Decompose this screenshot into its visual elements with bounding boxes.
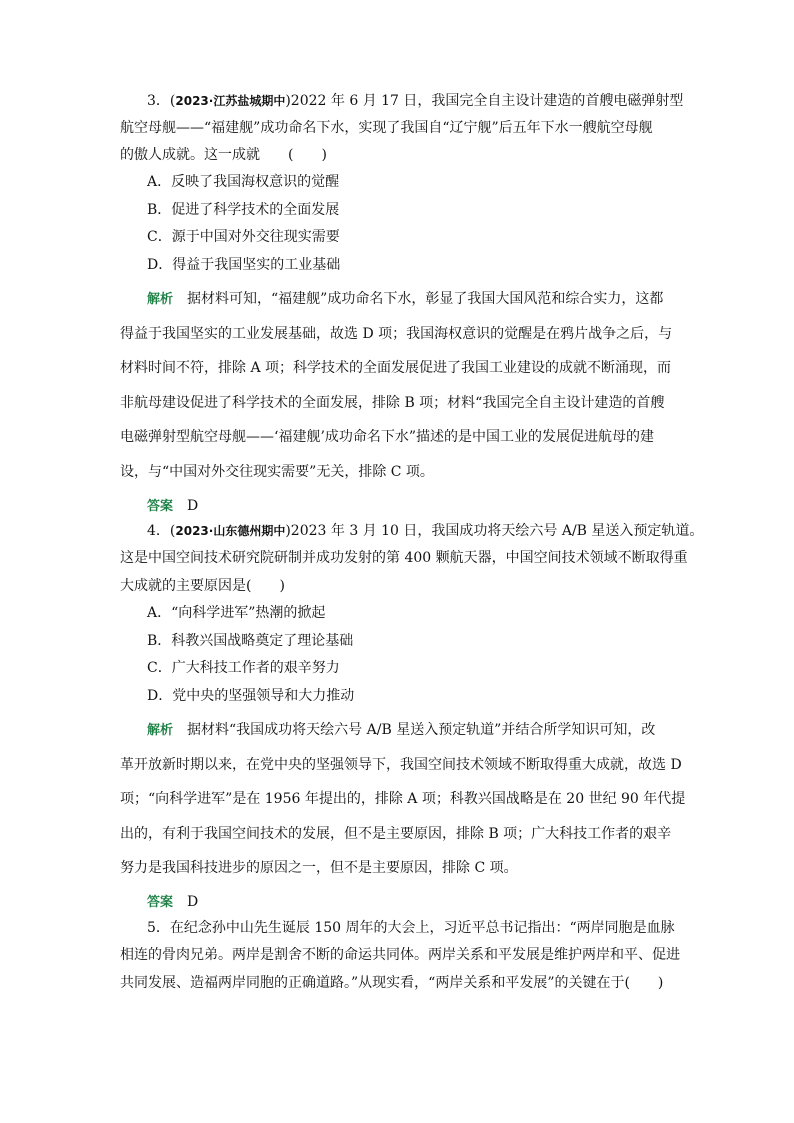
question-5-line-1: 5．在纪念孙中山先生诞辰 150 周年的大会上，习近平总书记指出：“两岸同胞是血脉	[147, 920, 675, 936]
question-3-line-3: 的傲人成就。这一成就 ( )	[120, 147, 327, 163]
question-3-line-1	[147, 92, 683, 110]
question-source: 2023·山东德州期中	[175, 524, 286, 538]
question-text: )2022 年 6 月 17 日，我国完全自主设计建造的首艘电磁弹射型	[285, 93, 684, 109]
option-a: A．“向科学进军”热潮的掀起	[147, 605, 326, 621]
question-text: )2023 年 3 月 10 日，我国成功将天绘六号 A/B 星送入预定轨道。	[285, 523, 704, 539]
analysis-text: 据材料“我国成功将天绘六号 A/B 星送入预定轨道”并结合所学知识可知，改	[187, 722, 656, 738]
option-c: C．源于中国对外交往现实需要	[147, 229, 340, 245]
analysis-line-5: 电磁弹射型航空母舰——‘福建舰’成功命名下水”描述的是中国工业的发展促进航母的建	[120, 429, 655, 445]
question-3-line-2: 航空母舰——“福建舰”成功命名下水，实现了我国自“辽宁舰”后五年下水一艘航空母舰	[120, 120, 653, 136]
question-number: 4．(	[147, 523, 176, 539]
option-b: B．科教兴国战略奠定了理论基础	[147, 633, 354, 649]
analysis-line-3: 材料时间不符，排除 A 项；科学技术的全面发展促进了我国工业建设的成就不断涌现，而	[120, 360, 672, 376]
analysis-line-6: 设，与“中国对外交往现实需要”无关，排除 C 项。	[120, 464, 434, 480]
analysis-line-2: 革开放新时期以来，在党中央的坚强领导下，我国空间技术领域不断取得重大成就，故选 D	[120, 757, 682, 773]
analysis-line-5: 努力是我国科技进步的原因之一，但不是主要原因，排除 C 项。	[120, 860, 518, 876]
analysis-line-4: 非航母建设促进了科学技术的全面发展，排除 B 项；材料“我国完全自主设计建造的首艘	[120, 395, 665, 411]
answer-value: D	[187, 894, 199, 910]
option-b: B．促进了科学技术的全面发展	[147, 202, 340, 218]
answer-value: D	[187, 498, 199, 514]
question-4-line-2: 这是中国空间技术研究院研制并成功发射的第 400 颗航天器，中国空间技术领域不断取得重	[120, 550, 688, 566]
analysis-line-4: 出的，有利于我国空间技术的发展，但不是主要原因，排除 B 项；广大科技工作者的艰辛	[120, 826, 672, 842]
answer-label: 答案	[147, 499, 174, 514]
answer-line	[147, 497, 198, 516]
analysis-line-3: 项；“向科学进军”是在 1956 年提出的，排除 A 项；科教兴国战略是在 20 世纪 90 年代提	[120, 791, 686, 807]
answer-line	[147, 893, 198, 912]
question-4-line-1	[147, 522, 703, 540]
question-5-line-3: 共同发展、造福两岸同胞的正确道路。”从现实看，“两岸关系和平发展”的关键在于( )	[120, 975, 664, 991]
question-number: 3．(	[147, 93, 176, 109]
analysis-line-1	[147, 721, 655, 740]
question-5-line-2: 相连的骨肉兄弟。两岸是割舍不断的命运共同体。两岸关系和平发展是维护两岸和平、促进	[120, 947, 680, 963]
option-d: D．党中央的坚强领导和大力推动	[147, 688, 355, 704]
analysis-text: 据材料可知，“福建舰”成功命名下水，彰显了我国大国风范和综合实力，这都	[187, 291, 664, 307]
analysis-label: 解析	[147, 292, 174, 307]
answer-label: 答案	[147, 895, 174, 910]
analysis-line-2: 得益于我国坚实的工业发展基础，故选 D 项；我国海权意识的觉醒是在鸦片战争之后，与	[120, 326, 673, 342]
option-c: C．广大科技工作者的艰辛努力	[147, 660, 340, 676]
option-d: D．得益于我国坚实的工业基础	[147, 257, 341, 273]
question-source: 2023·江苏盐城期中	[175, 94, 286, 108]
option-a: A．反映了我国海权意识的觉醒	[147, 174, 340, 190]
question-4-line-3: 大成就的主要原因是( )	[120, 578, 285, 594]
analysis-line-1	[147, 290, 663, 309]
analysis-label: 解析	[147, 723, 174, 738]
